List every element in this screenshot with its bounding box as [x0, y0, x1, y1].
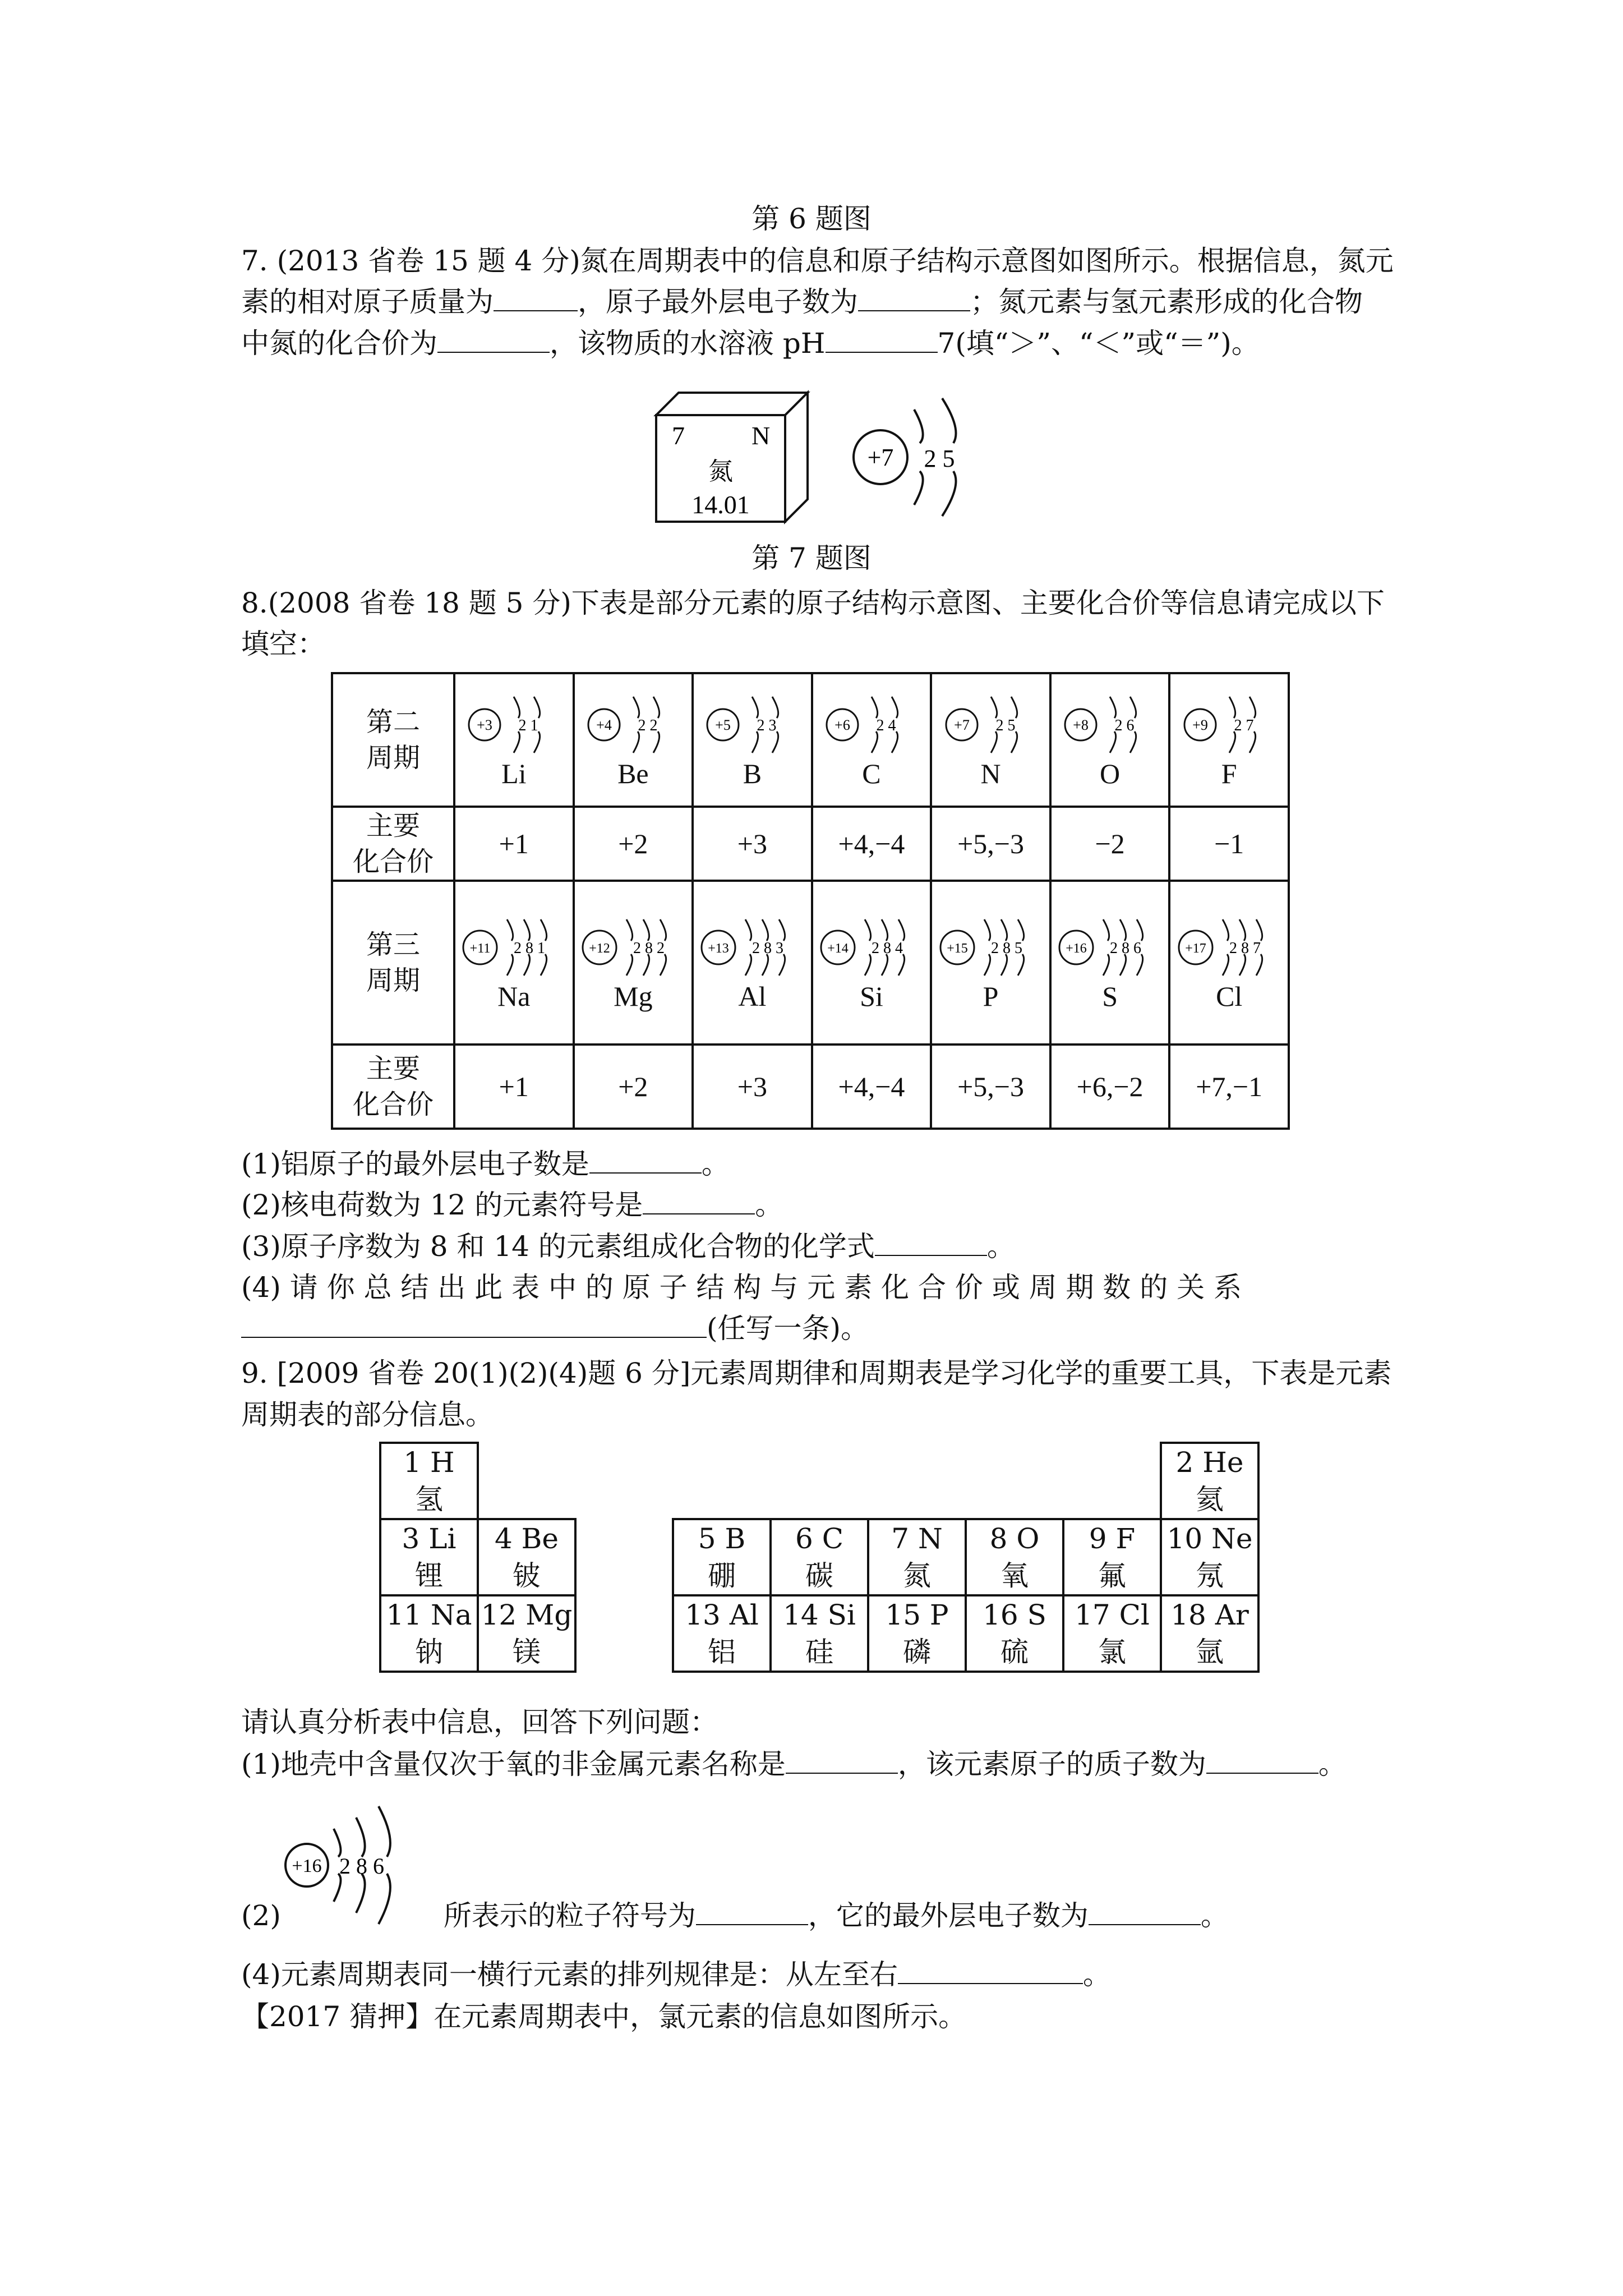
q7-line3-c: 7(填“＞”、“＜”或“＝”)。 — [937, 327, 1260, 360]
shell-electrons: 2 8 7 — [1229, 940, 1261, 957]
shell-electrons: 2 8 3 — [752, 940, 784, 957]
element-symbol: O — [1100, 758, 1121, 789]
element-symbol: Cl — [1216, 981, 1243, 1012]
nitrogen-card-number: 7 — [672, 421, 685, 450]
q8-valence-cell: +2 — [574, 807, 693, 881]
q8-valence-cell: +3 — [693, 807, 812, 881]
q9-cell-he: 2 He 氦 — [1161, 1443, 1258, 1519]
q8-valence-cell: +5,−3 — [931, 807, 1050, 881]
q9-row2 — [380, 1519, 1258, 1595]
q8-valence-cell: +1 — [454, 1045, 574, 1129]
shell-electrons: 2 4 — [876, 717, 896, 734]
q9-blank-2a[interactable] — [696, 1899, 808, 1925]
element-symbol: Al — [738, 981, 767, 1012]
q9-cell-o: 8 O 氧 — [966, 1519, 1063, 1595]
q8-cell — [693, 673, 812, 807]
nucleus-label: +15 — [946, 941, 968, 956]
nucleus-label: +8 — [1073, 717, 1089, 733]
q9-sub1: (1)地壳中含量仅次于氧的非金属元素名称是 ，该元素原子的质子数为 。 — [241, 1748, 1347, 1780]
nucleus-label: +9 — [1192, 717, 1208, 733]
nucleus-label: +17 — [1184, 941, 1206, 956]
q8-cell — [812, 881, 932, 1045]
q9-cell-be: 4 Be 铍 — [478, 1519, 575, 1595]
q9-cell-mg: 12 Mg 镁 — [478, 1595, 575, 1672]
q8-cell — [454, 673, 574, 807]
q8-sub1: (1)铝原子的最外层电子数是 。 — [241, 1148, 730, 1180]
q9-cell-al: 13 Al 铝 — [673, 1595, 771, 1672]
shell-electrons: 2 8 2 — [633, 940, 665, 957]
nucleus-label: +3 — [477, 717, 493, 733]
atom-structure-p2-5 — [1054, 690, 1166, 757]
atom-structure-p3-6 — [1173, 913, 1285, 980]
nitrogen-element-card — [651, 381, 830, 527]
q9-cell-ar: 18 Ar 氩 — [1161, 1595, 1258, 1672]
q7-line3-a: 中氮的化合价为 — [241, 327, 437, 360]
shell-electrons: 2 8 4 — [871, 940, 903, 957]
q9-cell-s: 16 S 硫 — [966, 1595, 1063, 1672]
atom-structure-p2-1 — [577, 690, 689, 757]
element-symbol: S — [1102, 981, 1118, 1012]
q8-cell — [931, 673, 1050, 807]
shell-electrons: 2 1 — [518, 717, 538, 734]
shell-electrons: 2 5 — [995, 717, 1016, 734]
q8-sub2: (2)核电荷数为 12 的元素符号是 。 — [241, 1189, 783, 1221]
atom-structure-p2-0 — [458, 690, 570, 757]
q8-valence-cell: +2 — [574, 1045, 693, 1129]
q7-blank-ph[interactable] — [826, 327, 938, 353]
q9-row3 — [380, 1595, 1258, 1672]
nucleus-label: +7 — [953, 717, 970, 733]
q8-valence-cell: −2 — [1050, 807, 1170, 881]
atom-structure-p2-3 — [815, 690, 928, 757]
q8-valence-cell: +1 — [454, 807, 574, 881]
q9-cell-si: 14 Si 硅 — [771, 1595, 868, 1672]
element-symbol: Be — [617, 758, 649, 789]
nitrogen-shell-electrons: 2 5 — [924, 445, 955, 472]
atom-structure-p3-3 — [815, 913, 928, 980]
q8-header-valence2: 主要 化合价 — [332, 807, 454, 881]
q7-line2-a: 素的相对原子质量为 — [241, 286, 494, 318]
q8-element-table — [331, 672, 1290, 1130]
q7-blank-mass[interactable] — [494, 286, 578, 311]
q8-sub4: (4) 请 你 总 结 出 此 表 中 的 原 子 结 构 与 元 素 化 合 价 或 周 期 数 的 关 系 — [241, 1271, 1242, 1304]
q9-periodic-table — [379, 1442, 1260, 1673]
q9-blank-1b[interactable] — [1206, 1748, 1318, 1774]
q8-blank-3[interactable] — [875, 1230, 987, 1256]
q8-valence-cell: +3 — [693, 1045, 812, 1129]
q9-cell-li: 3 Li 锂 — [380, 1519, 478, 1595]
atom-structure-p3-2 — [696, 913, 808, 980]
q9-row1 — [380, 1443, 1258, 1519]
sulfur-shell-electrons: 2 8 6 — [339, 1853, 384, 1879]
q7-line3-b: ，该物质的水溶液 pH — [550, 327, 826, 360]
q9-cell-f: 9 F 氟 — [1063, 1519, 1161, 1595]
q8-line1: 8.(2008 省卷 18 题 5 分)下表是部分元素的原子结构示意图、主要化合价等信息请完成以下 — [241, 587, 1385, 619]
q8-period3-row — [332, 881, 1289, 1045]
q8-cell — [1169, 673, 1289, 807]
nucleus-label: +16 — [1066, 941, 1087, 956]
q8-valence-cell: +4,−4 — [812, 1045, 932, 1129]
guess-2017: 【2017 猜押】在元素周期表中，氯元素的信息如图所示。 — [241, 2000, 967, 2033]
q9-sub2: (2) 所表示的粒子符号为 ，它的最外层电子数为 。 — [241, 1899, 1229, 1932]
nucleus-label: +4 — [596, 717, 612, 733]
q9-cell-ne: 10 Ne 氖 — [1161, 1519, 1258, 1595]
nitrogen-card-symbol: N — [751, 421, 771, 450]
nitrogen-card-name: 氮 — [708, 457, 733, 486]
q7-line1: 7. (2013 省卷 15 题 4 分)氮在周期表中的信息和原子结构示意图如图所示。根据信息，氮元 — [241, 245, 1394, 277]
q8-blank-2[interactable] — [643, 1189, 755, 1214]
shell-electrons: 2 2 — [638, 717, 658, 734]
element-symbol: B — [743, 758, 762, 789]
q8-blank-1[interactable] — [589, 1148, 702, 1174]
shell-electrons: 2 7 — [1234, 717, 1254, 734]
q8-line2: 填空： — [241, 628, 325, 660]
atom-structure-p3-1 — [577, 913, 689, 980]
nucleus-label: +5 — [715, 717, 731, 733]
atom-structure-p2-4 — [935, 690, 1047, 757]
q8-valence-cell: +5,−3 — [931, 1045, 1050, 1129]
q9-blank-4[interactable] — [898, 1958, 1083, 1984]
q7-blank-valence[interactable] — [437, 327, 550, 353]
element-symbol: Li — [501, 758, 527, 789]
nitrogen-atom-diagram — [847, 387, 1015, 527]
element-symbol: N — [980, 758, 1001, 789]
nitrogen-nucleus-label: +7 — [867, 444, 894, 471]
element-symbol: Na — [497, 981, 531, 1012]
q8-header-valence3: 主要 化合价 — [332, 1045, 454, 1129]
q8-valence2-row — [332, 807, 1289, 881]
q8-valence-cell: +4,−4 — [812, 807, 932, 881]
element-symbol: P — [983, 981, 999, 1012]
q8-cell — [1050, 673, 1170, 807]
q9-cell-c: 6 C 碳 — [771, 1519, 868, 1595]
q8-cell — [812, 673, 932, 807]
q8-valence3-row — [332, 1045, 1289, 1129]
shell-electrons: 2 3 — [757, 717, 777, 734]
element-symbol: Si — [860, 981, 883, 1012]
q9-cell-n: 7 N 氮 — [868, 1519, 966, 1595]
q9-prompt: 请认真分析表中信息，回答下列问题： — [241, 1706, 718, 1738]
q7-line2-c: ；氮元素与氢元素形成的化合物 — [970, 286, 1363, 318]
q9-cell-h: 1 H 氢 — [380, 1443, 478, 1519]
q8-sub3: (3)原子序数为 8 和 14 的元素组成化合物的化学式 。 — [241, 1230, 1015, 1263]
atom-structure-p3-4 — [935, 913, 1047, 980]
q8-cell — [1169, 881, 1289, 1045]
q8-sub4-cont: (任写一条)。 — [241, 1312, 869, 1345]
q9-sub4: (4)元素周期表同一横行元素的排列规律是：从左至右 。 — [241, 1958, 1111, 1991]
fig7-caption: 第 7 题图 — [751, 542, 872, 574]
nucleus-label: +14 — [827, 941, 849, 956]
q7-line2 — [241, 285, 1363, 319]
q8-valence-cell: +7,−1 — [1169, 1045, 1289, 1129]
q9-cell-cl: 17 Cl 氯 — [1063, 1595, 1161, 1672]
shell-electrons: 2 8 1 — [514, 940, 546, 957]
q8-cell — [693, 881, 812, 1045]
atom-structure-p2-6 — [1173, 690, 1285, 757]
q8-period2-row — [332, 673, 1289, 807]
shell-electrons: 2 6 — [1114, 717, 1135, 734]
q8-cell — [931, 881, 1050, 1045]
q7-blank-outer[interactable] — [858, 286, 970, 311]
shell-electrons: 2 8 6 — [1110, 940, 1142, 957]
fig6-caption: 第 6 题图 — [751, 203, 872, 235]
q8-valence-cell: +6,−2 — [1050, 1045, 1170, 1129]
q8-cell — [574, 881, 693, 1045]
q7-line3 — [241, 326, 1260, 360]
q8-cell — [1050, 881, 1170, 1045]
q8-cell — [454, 881, 574, 1045]
element-symbol: F — [1221, 758, 1237, 789]
q8-valence-cell: −1 — [1169, 807, 1289, 881]
shell-electrons: 2 8 5 — [990, 940, 1022, 957]
q9-cell-na: 11 Na 钠 — [380, 1595, 478, 1672]
q8-header-period3: 第三 周期 — [332, 881, 454, 1045]
nucleus-label: +6 — [834, 717, 850, 733]
sulfur-nucleus-label: +16 — [292, 1856, 322, 1876]
nitrogen-card-mass: 14.01 — [691, 490, 750, 519]
q9-blank-2b[interactable] — [1089, 1899, 1201, 1925]
q8-header-period2: 第二 周期 — [332, 673, 454, 807]
atom-structure-p3-0 — [458, 913, 570, 980]
q9-cell-b: 5 B 硼 — [673, 1519, 771, 1595]
nucleus-label: +12 — [589, 941, 610, 956]
q8-cell — [574, 673, 693, 807]
nucleus-label: +11 — [469, 941, 491, 956]
q9-blank-1a[interactable] — [786, 1748, 898, 1774]
q9-line1: 9. [2009 省卷 20(1)(2)(4)题 6 分]元素周期律和周期表是学习化学的重要工具，下表是元素 — [241, 1357, 1392, 1389]
element-symbol: Mg — [614, 981, 653, 1012]
q9-cell-p: 15 P 磷 — [868, 1595, 966, 1672]
q7-line2-b: ，原子最外层电子数为 — [578, 286, 858, 318]
q9-line2: 周期表的部分信息。 — [241, 1398, 494, 1431]
element-symbol: C — [862, 758, 881, 789]
q8-blank-4[interactable] — [241, 1312, 707, 1338]
atom-structure-p3-5 — [1054, 913, 1166, 980]
atom-structure-p2-2 — [696, 690, 808, 757]
nucleus-label: +13 — [708, 941, 730, 956]
